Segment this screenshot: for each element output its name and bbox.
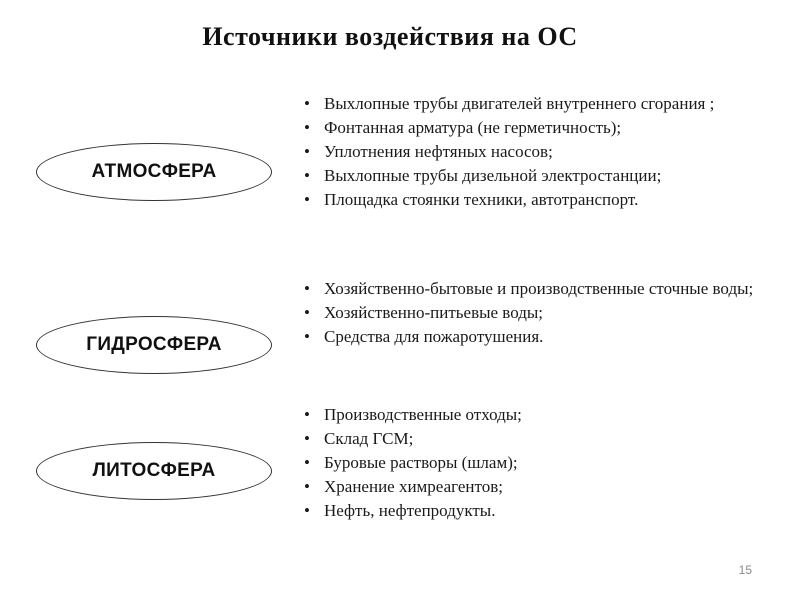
oval-lithosphere: ЛИТОСФЕРА [36, 442, 272, 500]
list-item [300, 92, 780, 116]
list-item-text: Буровые растворы (шлам); [324, 453, 518, 472]
list-item-text: Выхлопные трубы двигателей внутреннего сгорания ; [324, 94, 715, 113]
bullet-icon: • [304, 142, 310, 161]
list-item [300, 140, 780, 164]
list-item-text: Выхлопные трубы дизельной электростанции; [324, 166, 662, 185]
list-hydrosphere [300, 277, 780, 349]
oval-atmosphere: АТМОСФЕРА [36, 143, 272, 201]
bullet-icon: • [304, 501, 310, 520]
list-item [300, 475, 780, 499]
bullet-icon: • [304, 453, 310, 472]
list-item [300, 164, 780, 188]
list-item [300, 403, 780, 427]
list-item-text: Хозяйственно-бытовые и производственные сточные воды; [324, 279, 754, 298]
list-item-text: Средства для пожаротушения. [324, 327, 544, 346]
list-item [300, 427, 780, 451]
bullet-icon: • [304, 190, 310, 209]
list-item [300, 499, 780, 523]
bullet-icon: • [304, 279, 310, 298]
list-item [300, 116, 780, 140]
list-item [300, 451, 780, 475]
list-item-text: Хранение химреагентов; [324, 477, 503, 496]
list-item-text: Хозяйственно-питьевые воды; [324, 303, 544, 322]
slide-title: Источники воздействия на ОС [202, 22, 578, 51]
list-item-text: Нефть, нефтепродукты. [324, 501, 496, 520]
bullet-icon: • [304, 429, 310, 448]
list-item-text: Уплотнения нефтяных насосов; [324, 142, 553, 161]
bullet-icon: • [304, 477, 310, 496]
page-number: 15 [738, 563, 752, 577]
list-lithosphere [300, 403, 780, 523]
bullet-icon: • [304, 405, 310, 424]
oval-hydrosphere: ГИДРОСФЕРА [36, 316, 272, 374]
list-item-text: Фонтанная арматура (не герметичность); [324, 118, 622, 137]
list-item-text: Производственные отходы; [324, 405, 522, 424]
list-atmosphere [300, 92, 780, 212]
bullet-icon: • [304, 327, 310, 346]
list-item [300, 301, 780, 325]
bullet-icon: • [304, 118, 310, 137]
list-item-text: Площадка стоянки техники, автотранспорт. [324, 190, 639, 209]
list-item-text: Склад ГСМ; [324, 429, 414, 448]
bullet-icon: • [304, 166, 310, 185]
bullet-icon: • [304, 94, 310, 113]
list-item [300, 277, 780, 301]
list-item [300, 188, 780, 212]
bullet-icon: • [304, 303, 310, 322]
list-item [300, 325, 780, 349]
